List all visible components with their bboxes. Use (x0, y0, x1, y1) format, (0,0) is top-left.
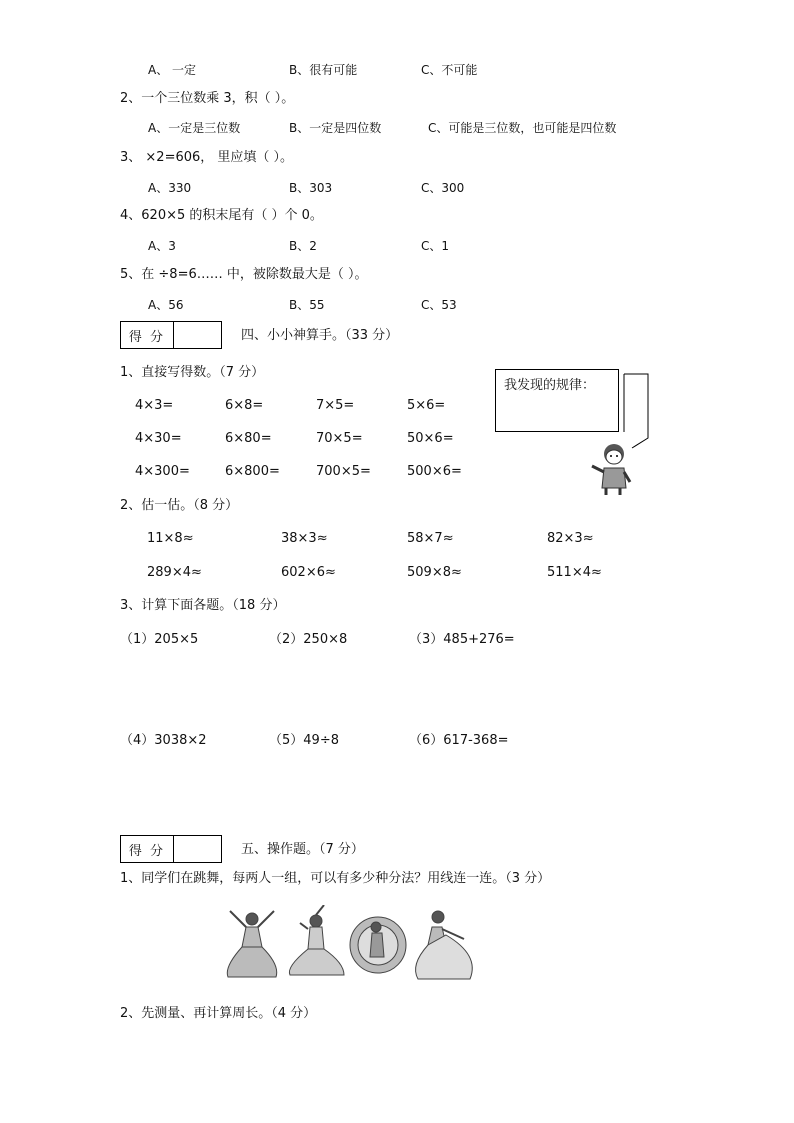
q2-option-a: A、一定是三位数 (148, 121, 241, 135)
calc-item: 6×8= (225, 398, 264, 413)
question-3-stem: 3、 ×2=606， 里应填（ ）。 (120, 150, 294, 165)
calc-item: 4×30= (135, 431, 182, 446)
rule-box[interactable] (495, 369, 619, 432)
compute-item: （2）250×8 (269, 632, 348, 647)
estimate-item: 602×6≈ (281, 565, 336, 580)
dancer-1-figure (227, 911, 276, 977)
dancer-2-figure (289, 905, 344, 975)
dancer-4-figure (416, 911, 473, 979)
q5-option-b: B、55 (289, 298, 325, 312)
score-blank[interactable] (174, 836, 221, 862)
dancers-illustration (220, 905, 490, 985)
calc-item: 50×6= (407, 431, 454, 446)
calc-item: 7×5= (316, 398, 355, 413)
score-blank[interactable] (174, 322, 221, 348)
estimate-item: 82×3≈ (547, 531, 594, 546)
question-5-stem: 5、在 ÷8=6…… 中，被除数最大是（ ）。 (120, 267, 368, 282)
section-4-part-3-title: 3、计算下面各题。（18 分） (120, 598, 286, 613)
compute-item: （5）49÷8 (269, 733, 339, 748)
q3-option-a: A、330 (148, 181, 192, 195)
compute-item: （4）3038×2 (120, 733, 207, 748)
estimate-item: 509×8≈ (407, 565, 462, 580)
q4-option-c: C、1 (421, 239, 450, 253)
boy-pointing-illustration (588, 440, 636, 496)
compute-item: （3）485+276= (409, 632, 515, 647)
calc-item: 70×5= (316, 431, 363, 446)
calc-item: 700×5= (316, 464, 371, 479)
estimate-item: 38×3≈ (281, 531, 328, 546)
compute-item: （1）205×5 (120, 632, 199, 647)
q2-option-b: B、一定是四位数 (289, 121, 382, 135)
score-box-section-4 (120, 321, 222, 349)
estimate-item: 58×7≈ (407, 531, 454, 546)
section-5-title: 五、操作题。（7 分） (241, 842, 364, 857)
score-box-section-5 (120, 835, 222, 863)
section-4-title: 四、小小神算手。（33 分） (241, 328, 399, 343)
option-a: A、 一定 (148, 63, 197, 77)
q5-option-c: C、53 (421, 298, 457, 312)
calc-item: 6×80= (225, 431, 272, 446)
calc-item: 4×3= (135, 398, 174, 413)
section-5-part-1: 1、同学们在跳舞，每两人一组，可以有多少种分法？用线连一连。（3 分） (120, 871, 551, 886)
q5-option-a: A、56 (148, 298, 184, 312)
q4-option-a: A、3 (148, 239, 176, 253)
speech-connector (618, 370, 678, 450)
section-5-part-2: 2、先测量、再计算周长。（4 分） (120, 1006, 317, 1021)
q2-option-c: C、可能是三位数，也可能是四位数 (428, 121, 617, 135)
question-4-stem: 4、620×5 的积末尾有（ ）个 0。 (120, 208, 323, 223)
estimate-item: 11×8≈ (147, 531, 194, 546)
estimate-item: 289×4≈ (147, 565, 202, 580)
score-label: 得 分 (121, 836, 174, 862)
option-c: C、不可能 (421, 63, 478, 77)
section-4-part-1-title: 1、直接写得数。（7 分） (120, 365, 265, 380)
rule-box-label: 我发现的规律： (504, 378, 596, 393)
q3-option-b: B、303 (289, 181, 333, 195)
q3-option-c: C、300 (421, 181, 465, 195)
calc-item: 5×6= (407, 398, 446, 413)
calc-item: 6×800= (225, 464, 280, 479)
calc-item: 500×6= (407, 464, 462, 479)
score-label: 得 分 (121, 322, 174, 348)
estimate-item: 511×4≈ (547, 565, 602, 580)
question-2-stem: 2、一个三位数乘 3，积（ ）。 (120, 91, 295, 106)
section-4-part-2-title: 2、估一估。（8 分） (120, 498, 239, 513)
calc-item: 4×300= (135, 464, 190, 479)
dancer-3-figure (350, 917, 406, 973)
compute-item: （6）617-368= (409, 733, 509, 748)
q4-option-b: B、2 (289, 239, 317, 253)
option-b: B、很有可能 (289, 63, 358, 77)
